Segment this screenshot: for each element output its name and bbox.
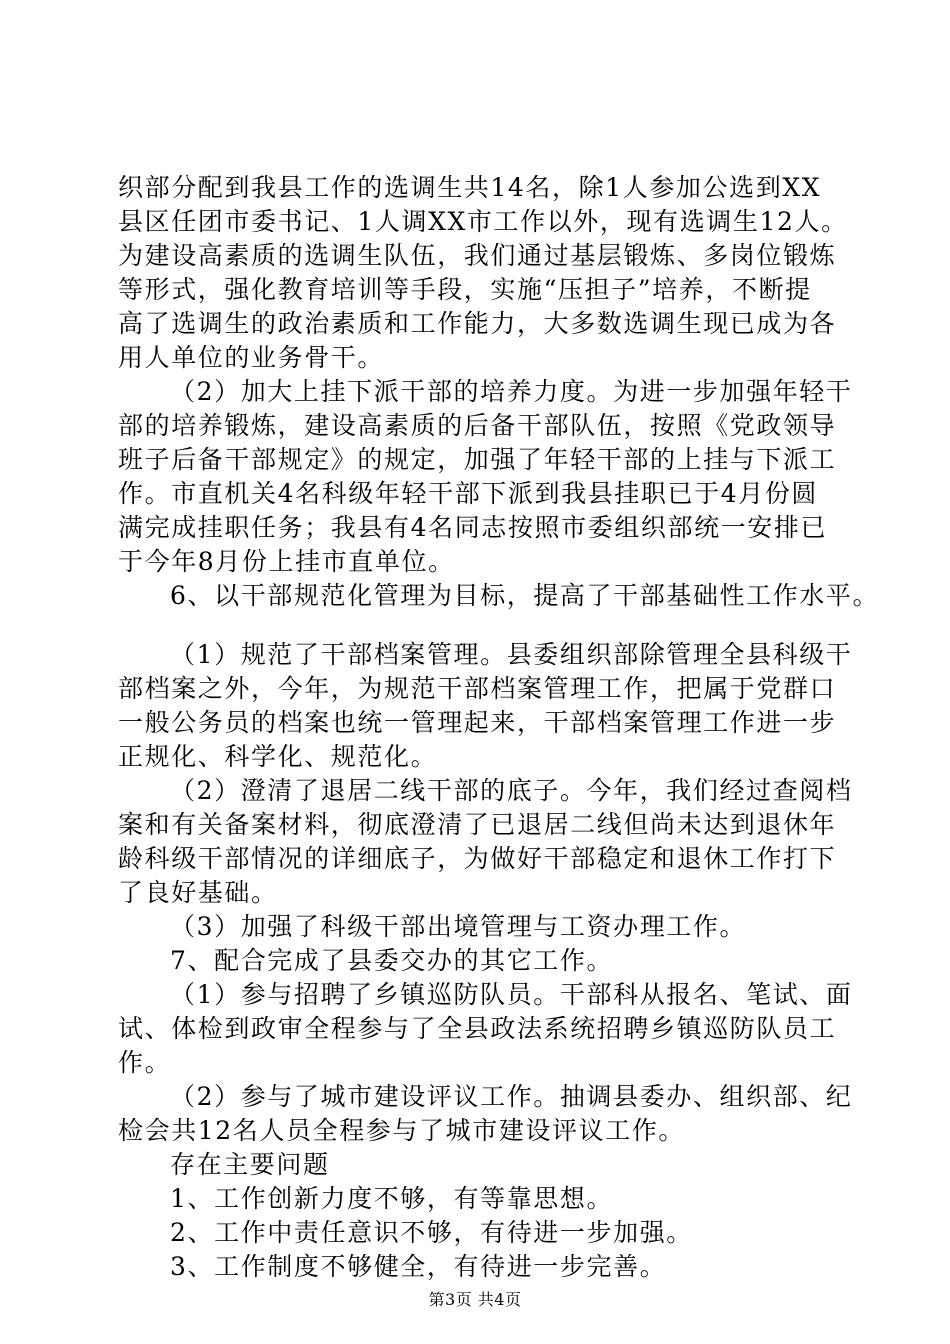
list-item: 3、工作制度不够健全，有待进一步完善。 [170, 1252, 667, 1281]
paragraph-line: 作。市直机关4名科级年轻干部下派到我县挂职已于4月份圆 [118, 479, 819, 508]
paragraph-line: 部档案之外，今年，为规范干部档案管理工作，把属于党群口 [118, 674, 837, 703]
paragraph-line: 正规化、科学化、规范化。 [118, 742, 438, 771]
paragraph-line: 试、体检到政审全程参与了全县政法系统招聘乡镇巡防队员工 [118, 1014, 837, 1043]
paragraph-line: （1）参与招聘了乡镇巡防队员。干部科从报名、笔试、面 [170, 980, 853, 1009]
paragraph-line: （1）规范了干部档案管理。县委组织部除管理全县科级干 [170, 640, 853, 669]
list-item: 1、工作创新力度不够，有等靠思想。 [170, 1184, 614, 1213]
paragraph-line: 了良好基础。 [118, 878, 278, 907]
paragraph-line: （2）加大上挂下派干部的培养力度。为进一步加强年轻干 [170, 377, 853, 406]
paragraph-line: 案和有关备案材料，彻底澄清了已退居二线但尚未达到退休年 [118, 810, 837, 839]
paragraph-line: 龄科级干部情况的详细底子，为做好干部稳定和退休工作打下 [118, 844, 837, 873]
paragraph-line: 检会共12名人员全程参与了城市建设评议工作。 [118, 1116, 686, 1145]
section-heading: 存在主要问题 [170, 1150, 330, 1179]
list-item: 2、工作中责任意识不够，有待进一步加强。 [170, 1218, 693, 1247]
paragraph-line: 用人单位的业务骨干。 [118, 343, 385, 372]
paragraph-line: （2）参与了城市建设评议工作。抽调县委办、组织部、纪 [170, 1082, 853, 1111]
paragraph-line: 为建设高素质的选调生队伍，我们通过基层锻炼、多岗位锻炼 [118, 241, 837, 270]
paragraph-line: 满完成挂职任务；我县有4名同志按照市委组织部统一安排已 [118, 513, 828, 542]
paragraph-line: （2）澄清了退居二线干部的底子。今年，我们经过查阅档 [170, 776, 853, 805]
paragraph-line: 部的培养锻炼，建设高素质的后备干部队伍，按照《党政领导 [118, 411, 837, 440]
section-heading: 6、以干部规范化管理为目标，提高了干部基础性工作水平。 [170, 581, 880, 610]
paragraph-line: 作。 [118, 1048, 172, 1077]
paragraph-line: 于今年8月份上挂市直单位。 [118, 547, 455, 576]
paragraph-line: 县区任团市委书记、1人调XX市工作以外，现有选调生12人。 [118, 207, 848, 236]
page-number: 第3页 共4页 [428, 1290, 522, 1309]
paragraph-line: 高了选调生的政治素质和工作能力，大多数选调生现已成为各 [118, 309, 837, 338]
paragraph-line: 织部分配到我县工作的选调生共14名，除1人参加公选到XX [118, 173, 822, 202]
paragraph-line: 等形式，强化教育培训等手段，实施“压担子”培养，不断提 [118, 275, 812, 304]
paragraph-line: 班子后备干部规定》的规定，加强了年轻干部的上挂与下派工 [118, 445, 837, 474]
paragraph-line: 一般公务员的档案也统一管理起来，干部档案管理工作进一步 [118, 708, 837, 737]
section-heading: 7、配合完成了县委交办的其它工作。 [170, 946, 614, 975]
paragraph-line: （3）加强了科级干部出境管理与工资办理工作。 [170, 912, 747, 941]
